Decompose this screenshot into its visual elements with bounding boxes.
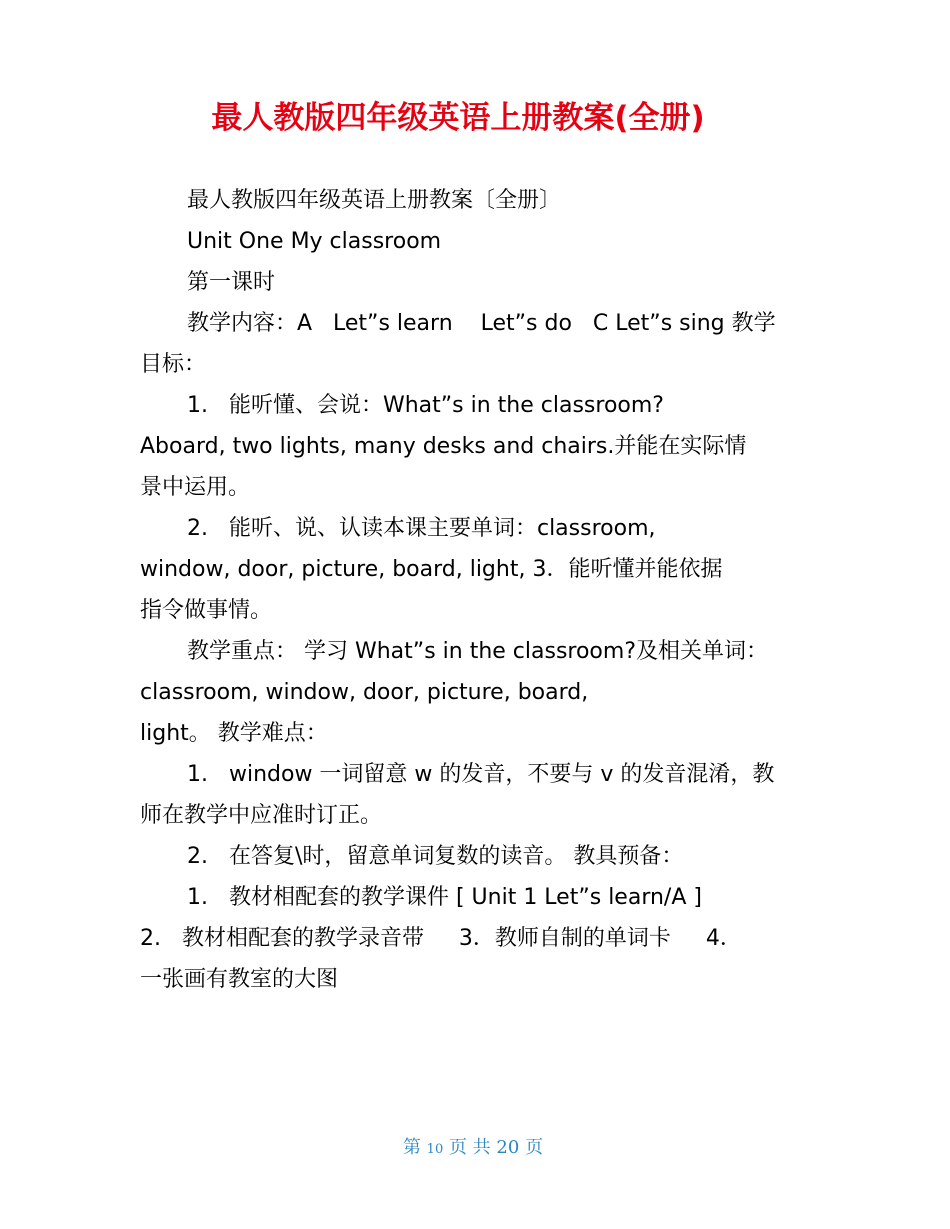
body-line: 1. 教材相配套的教学课件 [ Unit 1 Let”s learn/A ] bbox=[187, 885, 702, 910]
body-line: 目标： bbox=[140, 352, 207, 377]
body-line: Unit One My classroom bbox=[187, 229, 442, 254]
page-footer bbox=[0, 1133, 946, 1159]
body-line: 1. 能听懂、会说：What”s in the classroom? bbox=[187, 393, 664, 418]
total-pages-number: 20 bbox=[496, 1137, 520, 1158]
footer-prefix: 第 bbox=[402, 1137, 421, 1158]
body-line: 2. 教材相配套的教学录音带 3．教师自制的单词卡 4． bbox=[140, 926, 742, 951]
body-line: classroom, window, door, picture, board, bbox=[140, 680, 589, 705]
body-line: 一张画有教室的大图 bbox=[140, 967, 339, 992]
body-line: 教学内容：A Let”s learn Let”s do C Let”s sing 教学 bbox=[187, 311, 776, 336]
body-line: 教学重点： 学习 What”s in the classroom?及相关单词： bbox=[187, 639, 768, 664]
body-line: 2. 在答复\时，留意单词复数的读音。 教具预备： bbox=[187, 844, 684, 869]
footer-suffix: 页 bbox=[525, 1137, 544, 1158]
body-line: window, door, picture, board, light, 3．能听懂并能依据 bbox=[140, 557, 723, 582]
current-page-number: 10 bbox=[426, 1142, 444, 1157]
document-title: 最人教版四年级英语上册教案(全册) bbox=[211, 100, 705, 136]
body-line: 师在教学中应准时订正。 bbox=[140, 803, 383, 828]
body-line: 景中运用。 bbox=[140, 475, 251, 500]
footer-middle: 页 共 bbox=[448, 1137, 491, 1158]
document-body bbox=[140, 180, 820, 1000]
body-line: 最人教版四年级英语上册教案〔全册〕 bbox=[187, 188, 562, 213]
body-line: 第一课时 bbox=[187, 270, 276, 295]
body-line: 1. window 一词留意 w 的发音，不要与 v 的发音混淆，教 bbox=[187, 762, 775, 787]
body-line: 指令做事情。 bbox=[140, 598, 273, 623]
body-line: Aboard, two lights, many desks and chairs.并能在实际情 bbox=[140, 434, 747, 459]
body-line: light。 教学难点： bbox=[140, 721, 328, 746]
body-line: 2. 能听、说、认读本课主要单词：classroom, bbox=[187, 516, 656, 541]
